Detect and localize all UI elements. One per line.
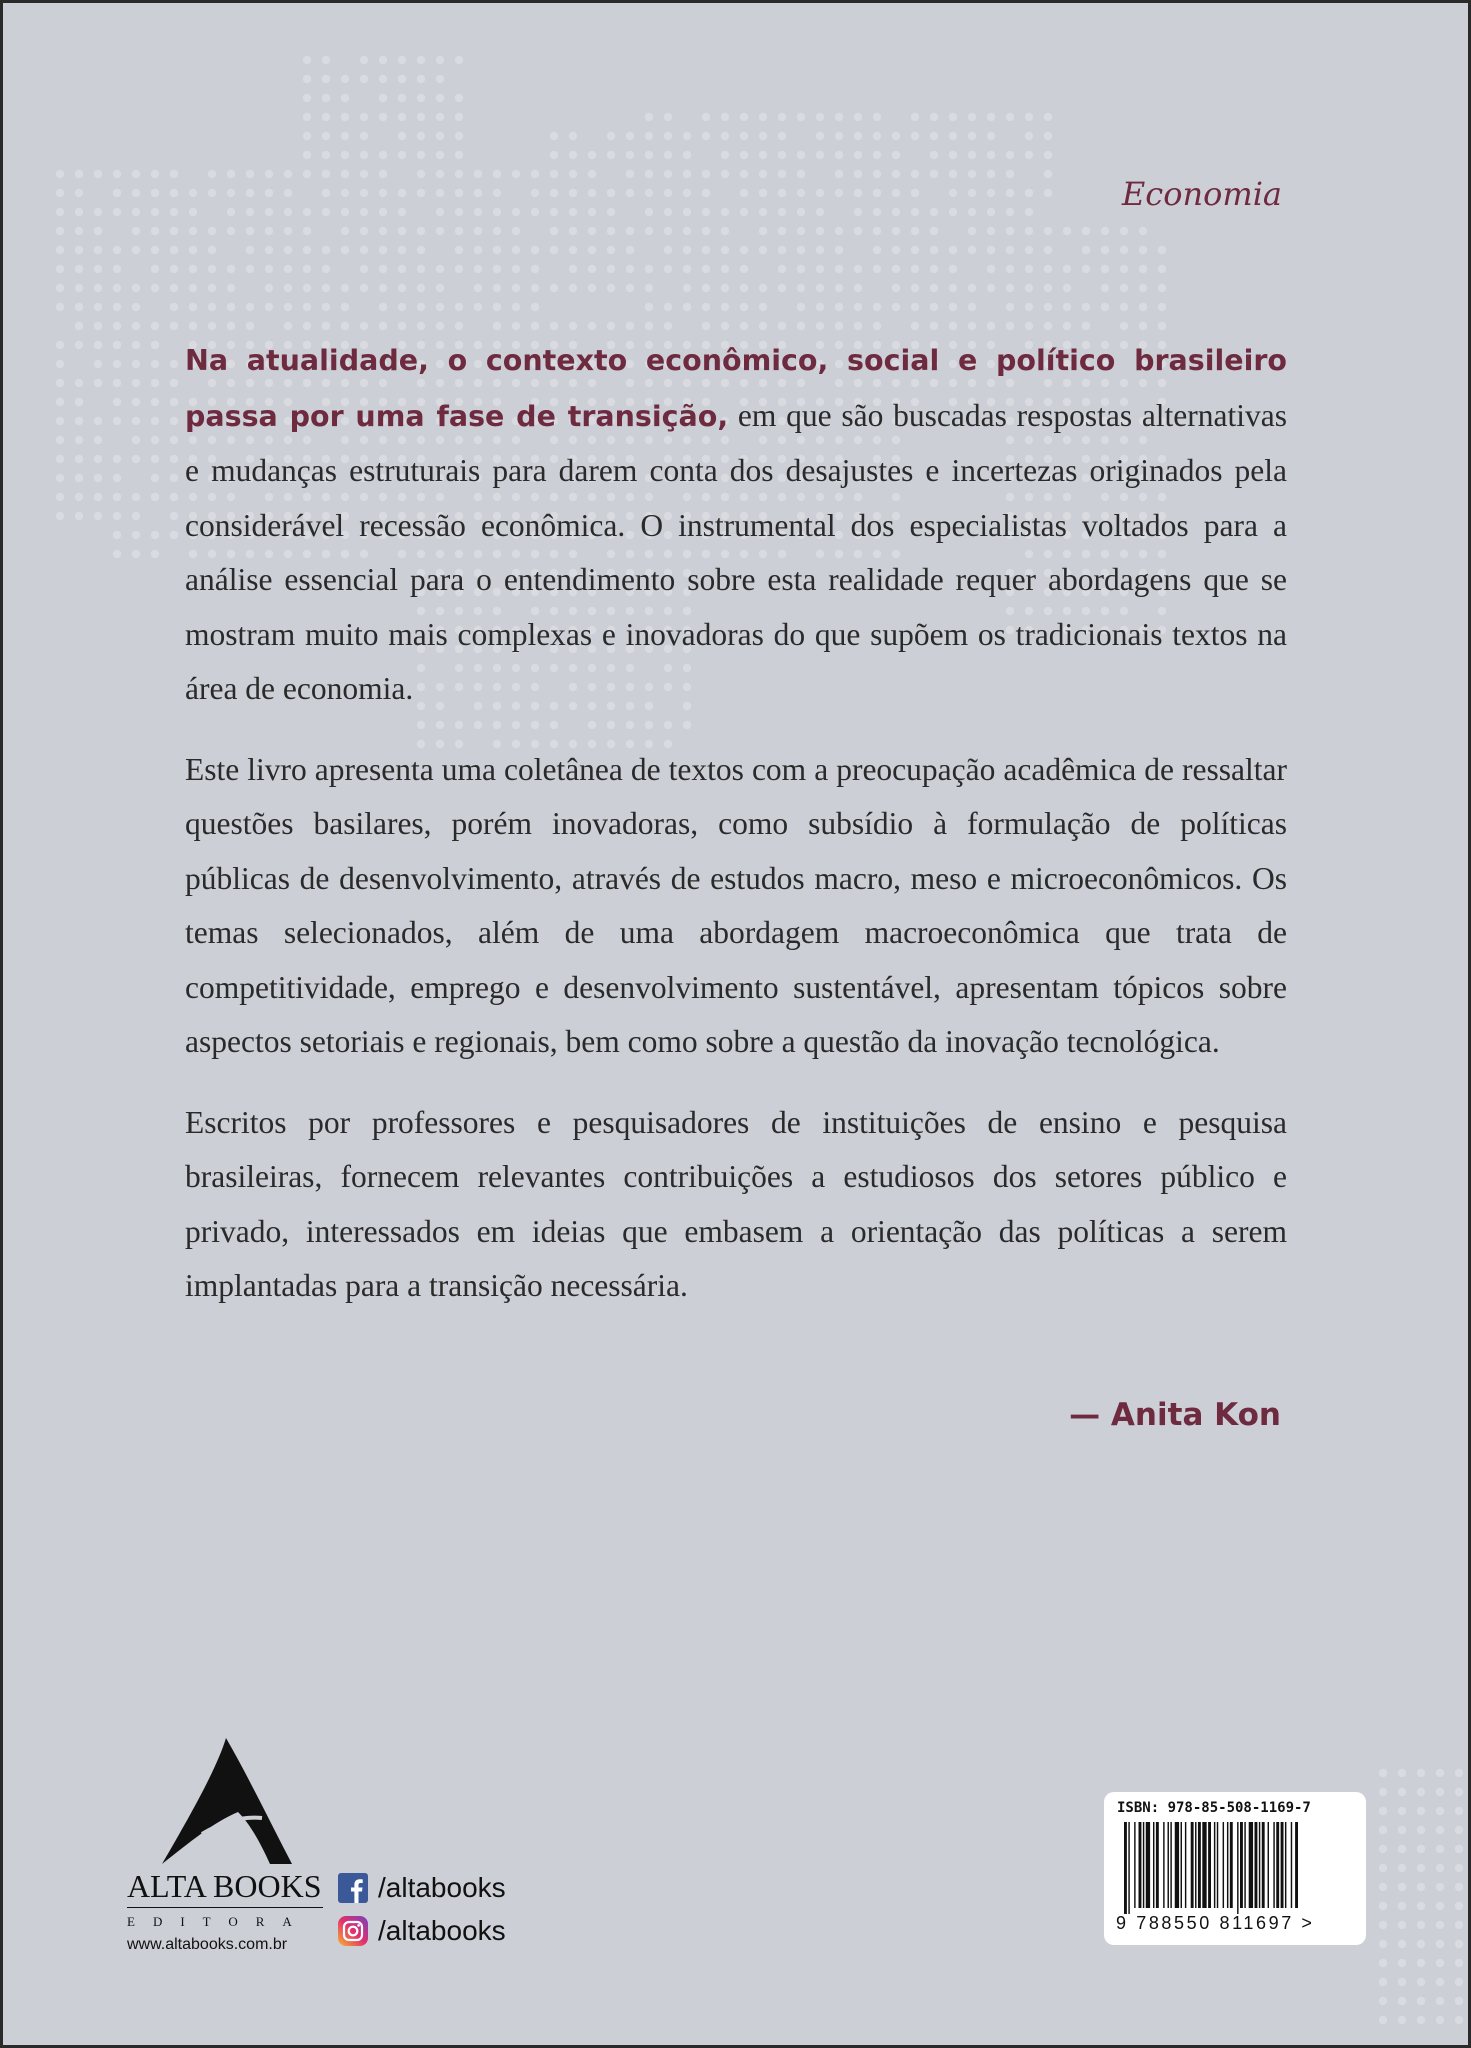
synopsis-paragraph-1-text: em que são buscadas respostas alternativas e mudanças estruturais para darem conta dos desajustes e incertezas originados pela considerável recessão econômica. O instrumental dos especialistas voltados para a análise essencial para o entendimento sobre esta realidade requer abordagens que se mostram muito mais complexas e inovadoras do que supõem os tradicionais textos na área de economia. (185, 397, 1288, 706)
synopsis-paragraph-1 (185, 333, 1287, 717)
publisher-block (127, 1738, 323, 1954)
isbn-label: ISBN: 978-85-508-1169-7 (1117, 1800, 1311, 1816)
alta-books-logo-icon (162, 1738, 292, 1864)
back-cover (3, 3, 1468, 2045)
publisher-url[interactable]: www.altabooks.com.br (127, 1936, 288, 1953)
instagram-handle: /altabooks (378, 1915, 506, 1946)
social-links (338, 1871, 506, 1957)
facebook-icon (338, 1873, 368, 1903)
isbn-digits: 9 788550 811697 > (1116, 1913, 1315, 1933)
barcode-icon (1124, 1822, 1346, 1914)
instagram-link[interactable] (338, 1914, 506, 1948)
isbn-barcode-box (1104, 1792, 1366, 1945)
synopsis (185, 333, 1287, 1340)
facebook-handle: /altabooks (378, 1872, 506, 1903)
author-signature: — Anita Kon (1069, 1397, 1281, 1433)
publisher-name: ALTA BOOKS (127, 1868, 323, 1908)
facebook-link[interactable] (338, 1871, 506, 1905)
synopsis-lead: Na atualidade, o contexto econômico, social e político brasileiro passa por uma fase de transição, (185, 344, 1287, 433)
synopsis-paragraph-2: Este livro apresenta uma coletânea de textos com a preocupação acadêmica de ressaltar questões basilares, porém inovadoras, como subsídio à formulação de políticas públicas de desenvolvimento, através de estudos macro, meso e microeconômicos. Os temas selecionados, além de uma abordagem macroeconômica que trata de competitividade, emprego e desenvolvimento sustentável, apresentam tópicos sobre aspectos setoriais e regionais, bem como sobre a questão da inovação tecnológica. (185, 751, 1287, 1059)
publisher-subtitle: EDITORA (127, 1914, 310, 1929)
instagram-icon (338, 1916, 368, 1946)
category-label: Economia (1121, 175, 1282, 213)
synopsis-paragraph-3: Escritos por professores e pesquisadores de instituições de ensino e pesquisa brasileiras, fornecem relevantes contribuições a estudiosos dos setores público e privado, interessados em ideias que embasem a orientação das políticas a serem implantadas para a transição necessária. (185, 1104, 1287, 1303)
